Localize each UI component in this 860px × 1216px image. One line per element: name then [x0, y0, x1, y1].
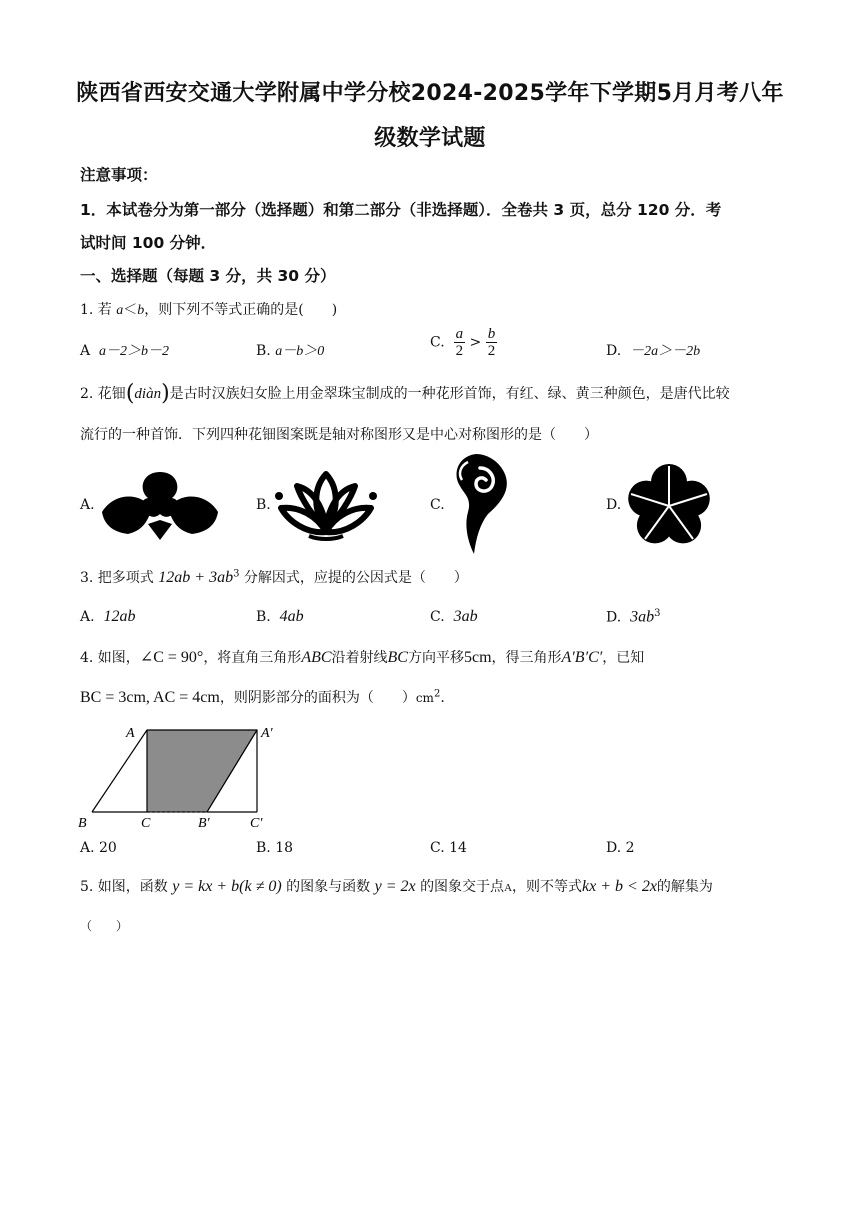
q5-stem-line1: [80, 876, 713, 896]
q4-stem-g: ，则阴影部分的面积为（ ）: [219, 690, 416, 706]
q3-option-d-exp: 3: [654, 608, 661, 619]
q3-option-b-text: 4ab: [279, 608, 304, 625]
q4-stem-c: 沿着射线: [331, 650, 388, 666]
q5-stem-d: ，则不等式: [512, 879, 583, 895]
q4-angle: ∠C = 90°: [139, 649, 204, 666]
q2-stem-a: 2. 花钿: [80, 386, 126, 402]
q5-inequality: kx + b < 2x: [582, 878, 657, 895]
q3-option-a-text: 12ab: [103, 608, 136, 625]
q4-stem-h: .: [440, 690, 445, 706]
q3-option-d: [606, 608, 660, 627]
q4-given: BC = 3cm, AC = 4cm: [80, 689, 220, 706]
notes-item1-line2: 试时间 100 分钟．: [80, 234, 217, 252]
q4-option-b: B. 18: [256, 840, 294, 856]
q1-option-c-label: C.: [430, 334, 445, 351]
q2-stem-line1: [80, 381, 730, 406]
q1-var-a: a: [116, 303, 124, 318]
q3-stem-b: 分解因式，应提的公因式是（ ）: [243, 570, 468, 586]
q4-label-a-prime: A′: [261, 726, 273, 741]
q3-option-c: [430, 608, 478, 626]
q1-option-d: [606, 340, 700, 360]
q2-paren-close: ): [161, 381, 170, 406]
q1-frac2-num: b: [487, 326, 496, 342]
q4-ray: BC: [387, 649, 408, 666]
q1-stem-a: 1. 若: [80, 302, 112, 318]
q3-option-a-label: A.: [80, 609, 95, 625]
q3-polynomial: 12ab + 3ab: [158, 569, 234, 586]
q4-stem-e: ，得三角形: [491, 650, 562, 666]
q1-option-a: [80, 340, 169, 360]
huadian-pattern-d-figure: [626, 463, 712, 549]
q2-stem-b: 是古时汉族妇女脸上用金翠珠宝制成的一种花形首饰，有红、绿、黄三种颜色，是唐代比较: [169, 386, 730, 402]
q2-option-a-label: A.: [80, 497, 95, 513]
q5-function2: y = 2x: [374, 878, 416, 895]
q5-function1: y = kx + b(k ≠ 0): [172, 878, 282, 895]
q3-stem-a: 3. 把多项式: [80, 570, 154, 586]
q4-label-c-prime: C′: [250, 816, 263, 831]
q1-stem-b: ，则下列不等式正确的是( ): [144, 302, 338, 318]
q4-stem-d: 方向平移: [407, 650, 464, 666]
q2-paren-open: (: [125, 381, 135, 406]
q1-option-c: [430, 326, 497, 359]
q1-option-a-label: A: [80, 343, 91, 359]
q1-option-c-gt: >: [469, 334, 482, 351]
q1-lt: ＜: [123, 302, 138, 318]
q2-stem-line2: 流行的一种首饰．下列四种花钿图案既是轴对称图形又是中心对称图形的是（ ）: [80, 427, 598, 443]
q5-stem-b: 的图象与函数: [286, 879, 371, 895]
q5-stem-line2: （ ）: [80, 919, 129, 933]
q4-stem-a: 4. 如图，: [80, 650, 140, 666]
q5-stem-e: 的解集为: [656, 879, 713, 895]
q4-label-b-prime: B′: [198, 816, 210, 831]
q4-option-d: D. 2: [606, 840, 635, 856]
q1-option-b-label: B.: [256, 343, 271, 359]
q1-option-d-label: D.: [606, 343, 622, 359]
q1-option-c-frac2: [486, 326, 498, 359]
q4-option-a: A. 20: [80, 840, 117, 856]
q4-stem-b: ，将直角三角形: [203, 650, 302, 666]
huadian-pattern-c-figure: [446, 452, 512, 556]
q3-option-c-label: C.: [430, 609, 445, 625]
notes-item1-line1: 1．本试卷分为第一部分（选择题）和第二部分（非选择题）．全卷共 3 页，总分 120 分．考: [80, 201, 722, 219]
q2-pinyin: diàn: [134, 386, 162, 402]
q3-polynomial-exp: 3: [233, 568, 240, 580]
q4-stem-line2: [80, 687, 445, 707]
exam-title-line1: 陕西省西安交通大学附属中学分校2024-2025学年下学期5月月考八年: [76, 81, 784, 106]
q4-label-b: B: [78, 816, 87, 831]
q3-option-c-text: 3ab: [453, 608, 478, 625]
q4-label-a: A: [126, 726, 135, 741]
q4-option-c: C. 14: [430, 840, 467, 856]
huadian-pattern-a-figure: [98, 468, 222, 540]
q4-stem-line1: [80, 647, 644, 667]
q3-option-d-label: D.: [606, 609, 622, 626]
section1-heading: 一、选择题（每题 3 分，共 30 分）: [80, 267, 336, 285]
q4-stem-f: ，已知: [602, 650, 645, 666]
q1-option-c-frac1: [454, 326, 466, 359]
q4-unit-exp: 2: [433, 688, 441, 700]
q4-label-c: C: [141, 816, 151, 831]
q1-option-a-text: a－2＞b－2: [99, 344, 170, 359]
q1-stem: [80, 299, 337, 319]
exam-title-line2: 级数学试题: [374, 126, 486, 151]
q2-option-c-label: C.: [430, 497, 445, 513]
q4-triangle2: A′B′C′: [561, 649, 603, 666]
q4-triangle: ABC: [301, 649, 332, 666]
q4-distance: 5cm: [463, 649, 492, 666]
q1-option-b-text: a－b＞0: [275, 344, 325, 359]
notes-heading: 注意事项：: [80, 166, 158, 184]
q5-point: A: [504, 882, 513, 894]
huadian-pattern-b-figure: [273, 468, 379, 542]
q3-option-d-text: 3ab: [630, 608, 655, 626]
q1-var-b: b: [137, 303, 145, 318]
q1-frac2-den: 2: [487, 343, 496, 359]
q5-stem-c: 的图象交于点: [420, 879, 505, 895]
q1-frac1-den: 2: [455, 343, 464, 359]
q1-option-d-text: －2a＞－2b: [630, 344, 701, 359]
q3-option-b-label: B.: [256, 609, 271, 625]
q4-unit: cm: [415, 691, 434, 705]
q3-option-a: [80, 608, 135, 626]
q3-option-b: [256, 608, 304, 626]
q3-stem: [80, 567, 468, 587]
q2-option-b-label: B.: [256, 497, 271, 513]
q1-frac1-num: a: [455, 326, 464, 342]
q5-stem-a: 5. 如图，函数: [80, 879, 168, 895]
q4-translation-figure: [76, 720, 286, 832]
q1-option-b: [256, 340, 324, 360]
q2-option-d-label: D.: [606, 497, 622, 513]
